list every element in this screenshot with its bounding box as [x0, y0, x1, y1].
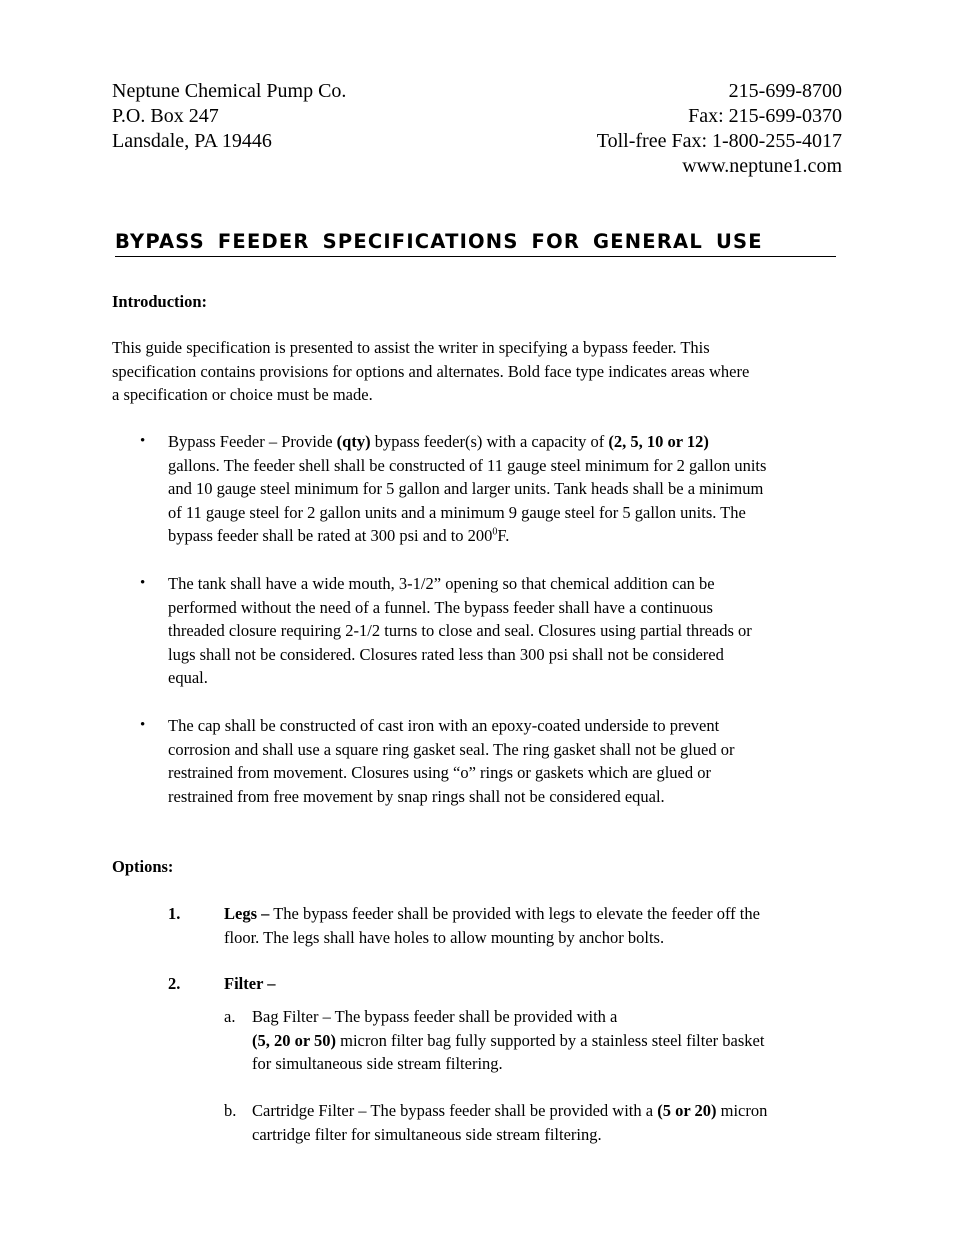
- introduction-heading: Introduction:: [112, 292, 208, 311]
- bullet-line: threaded closure requiring 2-1/2 turns to close and seal. Closures using partial threads or: [168, 621, 752, 640]
- sub-option-letter: b.: [224, 1101, 237, 1120]
- qty-choice: (qty): [336, 432, 371, 451]
- bullet-line: gallons. The feeder shell shall be constructed of 11 gauge steel minimum for 2 gallon units: [168, 455, 767, 475]
- company-fax: Fax: 215-699-0370: [688, 105, 842, 127]
- company-phone: 215-699-8700: [728, 80, 842, 102]
- bullet-bypass-feeder: [168, 430, 848, 548]
- bullet-line: lugs shall not be considered. Closures rated less than 300 psi shall not be considered: [168, 644, 724, 664]
- bullet-marker: •: [140, 575, 146, 591]
- bullet-line: and 10 gauge steel minimum for 5 gallon and larger units. Tank heads shall be a minimum: [168, 479, 764, 498]
- intro-line: a specification or choice must be made.: [112, 385, 373, 404]
- bullet-line: equal.: [168, 668, 208, 687]
- sub-option-line: for simultaneous side stream filtering.: [252, 1054, 503, 1073]
- bullet-line: performed without the need of a funnel. The bypass feeder shall have a continuous: [168, 597, 713, 617]
- option-label: Legs –: [224, 904, 270, 923]
- micron-choice: (5 or 20): [657, 1101, 717, 1120]
- text-run: bypass feeder(s) with a capacity of: [370, 432, 609, 451]
- document-title: BYPASS FEEDER SPECIFICATIONS FOR GENERAL USE: [115, 229, 836, 257]
- sub-option-line: Bag Filter – The bypass feeder shall be provided with a: [252, 1007, 618, 1026]
- company-website[interactable]: www.neptune1.com: [682, 155, 842, 177]
- capacity-choice: (2, 5, 10 or 12): [608, 432, 709, 451]
- company-po-box: P.O. Box 247: [112, 105, 219, 127]
- bullet-cap: [168, 714, 848, 808]
- option-label: Filter –: [224, 974, 276, 993]
- text-run: The bypass feeder shall be provided with legs to elevate the feeder off the: [269, 904, 760, 923]
- company-tollfree-fax: Toll-free Fax: 1-800-255-4017: [596, 130, 842, 152]
- company-city: Lansdale, PA 19446: [112, 130, 272, 152]
- sub-option-bag-filter: [252, 1005, 852, 1076]
- bullet-line: The cap shall be constructed of cast iron with an epoxy-coated underside to prevent: [168, 716, 720, 735]
- micron-choice: (5, 20 or 50): [252, 1030, 337, 1050]
- text-run: micron: [716, 1101, 768, 1120]
- bullet-line: restrained from free movement by snap rings shall not be considered equal.: [168, 786, 665, 806]
- intro-line: specification contains provisions for options and alternates. Bold face type indicates areas where: [112, 361, 750, 381]
- text-run: micron filter bag fully supported by a stainless steel filter basket: [336, 1030, 765, 1050]
- option-number: 2.: [168, 974, 181, 993]
- introduction-paragraph: [112, 336, 852, 407]
- text-run: F.: [497, 526, 510, 545]
- option-number: 1.: [168, 904, 181, 923]
- sub-option-cartridge-filter: [252, 1099, 852, 1146]
- option-line: floor. The legs shall have holes to allow mounting by anchor bolts.: [224, 927, 665, 947]
- text-run: Bypass Feeder – Provide: [168, 432, 337, 451]
- degree-superscript: 0: [492, 526, 498, 538]
- bullet-marker: •: [140, 433, 146, 449]
- sub-option-line: cartridge filter for simultaneous side stream filtering.: [252, 1124, 602, 1144]
- company-name: Neptune Chemical Pump Co.: [112, 80, 347, 102]
- bullet-marker: •: [140, 717, 146, 733]
- text-run: Cartridge Filter – The bypass feeder shall be provided with a: [252, 1101, 658, 1120]
- intro-line: This guide specification is presented to assist the writer in specifying a bypass feeder. This: [112, 338, 710, 357]
- bullet-line: restrained from movement. Closures using “o” rings or gaskets which are glued or: [168, 763, 711, 782]
- options-heading: Options:: [112, 857, 174, 876]
- bullet-line: The tank shall have a wide mouth, 3-1/2” opening so that chemical addition can be: [168, 574, 715, 593]
- bullet-line: of 11 gauge steel for 2 gallon units and a minimum 9 gauge steel for 5 gallon units. The: [168, 502, 746, 522]
- company-contact: [597, 79, 842, 179]
- option-legs: [224, 902, 854, 949]
- company-address: [112, 79, 346, 154]
- bullet-line: corrosion and shall use a square ring gasket seal. The ring gasket shall not be glued or: [168, 739, 735, 759]
- bullet-tank-mouth: [168, 572, 848, 690]
- sub-option-letter: a.: [224, 1007, 236, 1026]
- text-run: bypass feeder shall be rated at 300 psi and to 200: [168, 526, 493, 545]
- option-filter: [224, 972, 854, 996]
